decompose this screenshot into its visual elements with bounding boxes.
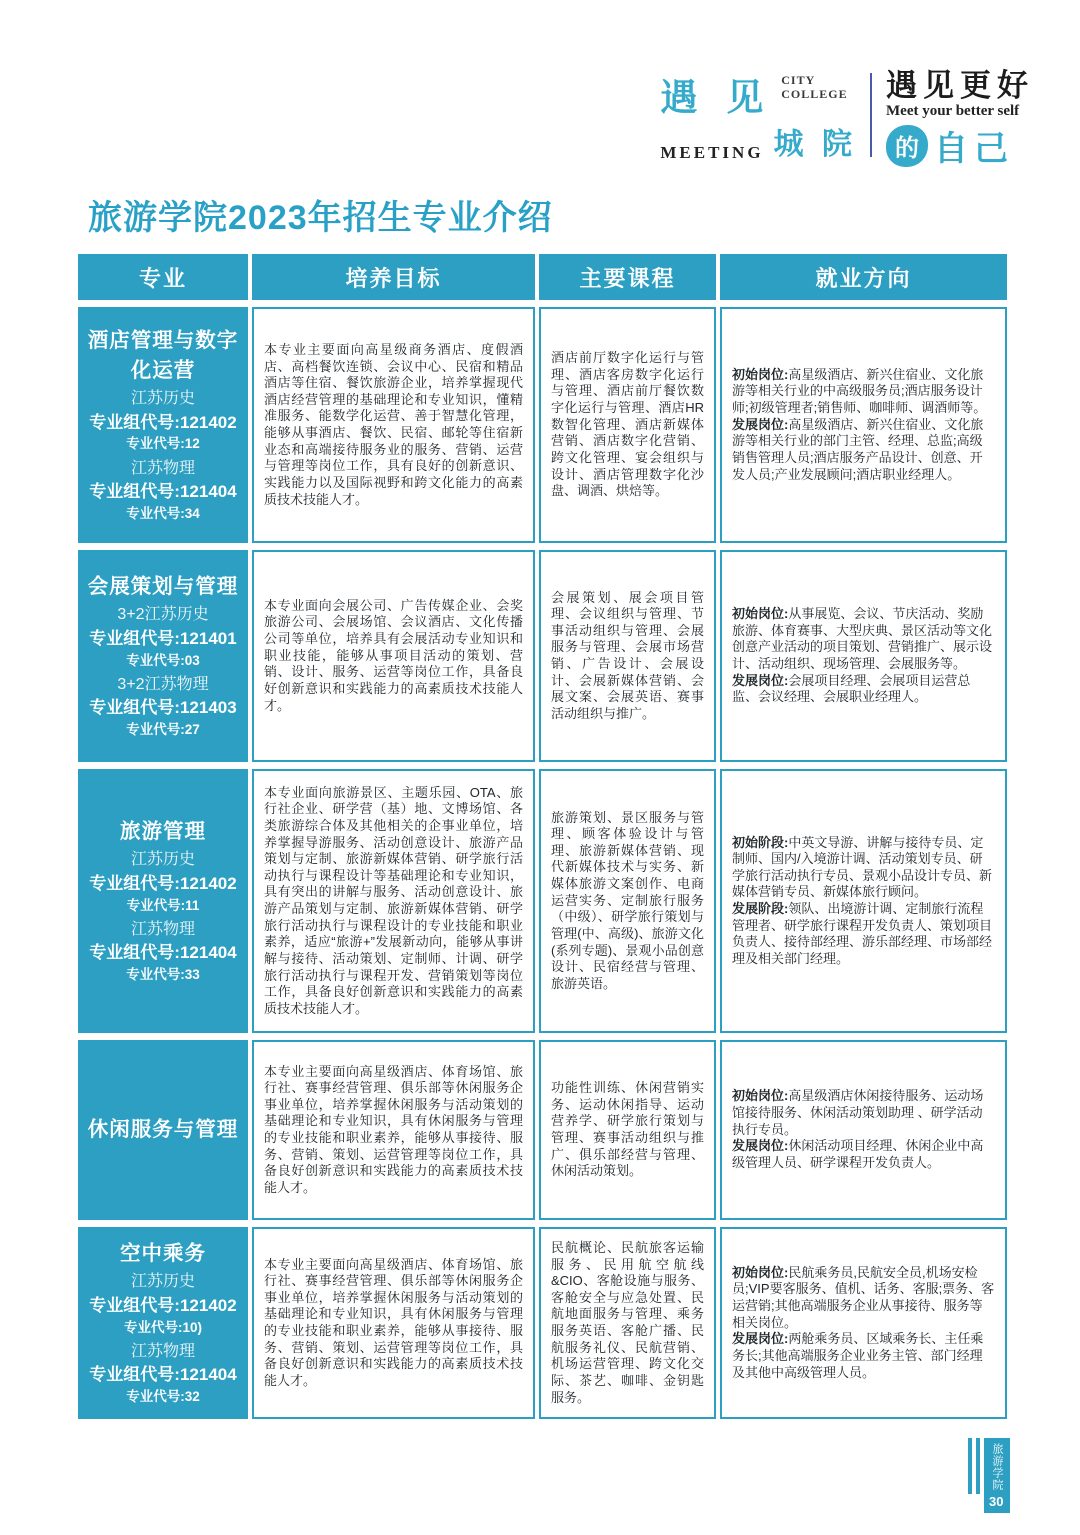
employment-growth [732, 1331, 995, 1381]
employment-growth-text: 两舱乘务员、区域乘务长、主任乘务长;其他高端服务企业业务主管、部门经理及其他中高级管理人员。 [732, 1331, 984, 1380]
objective-text: 本专业主要面向高星级商务酒店、度假酒店、高档餐饮连锁、会议中心、民宿和精品酒店等住宿、餐饮旅游企业，培养掌握现代酒店经营管理的基础理论和专业知识，懂精准服务、能数学化运营、善于智慧化管理，能够从事酒店、餐饮、民宿、邮轮等住宿新业态和高端接待服务业的服务、营销、运营与管理等岗位工作，具有良好的创新意识、实践能力以及国际视野和跨文化能力的高素质技术技能人才。 [264, 341, 523, 507]
employment-initial [732, 367, 995, 417]
group-code: 专业组代号:121402 [89, 1295, 237, 1315]
employment-initial-text: 高星级酒店休闲接待服务、运动场馆接待服务、休闲活动策划助理 、研学活动执行专员。 [732, 1088, 984, 1137]
logo-left [660, 67, 856, 163]
logo-college-en [781, 67, 847, 102]
slogan-self: 自己 [934, 129, 1014, 169]
objective-cell [252, 307, 535, 543]
employment-initial-label: 初始岗位: [732, 1088, 789, 1104]
group-code: 专业组代号:121402 [89, 412, 237, 432]
employment-initial-text: 民航乘务员,民航安全员,机场安检员;VIP要客服务、值机、话务、客服;票务、客运营销;其他高端服务企业从事接待、服务等相关岗位。 [732, 1264, 995, 1330]
track: 江苏物理 [130, 459, 195, 477]
major-name: 休闲服务与管理 [87, 1118, 239, 1142]
employment-growth [732, 673, 995, 706]
flower-badge: 的 [886, 125, 928, 167]
major-name: 空中乘务 [120, 1241, 206, 1265]
group-code: 专业组代号:121404 [89, 1365, 237, 1385]
major-code: 专业代号:10) [123, 1319, 202, 1335]
header-courses: 主要课程 [539, 254, 716, 300]
college-logo [660, 60, 1034, 170]
employment-cell [720, 307, 1007, 543]
courses-text: 酒店前厅数字化运行与管理、酒店客房数字化运行与管理、酒店前厅餐饮数字化运行与管理、酒店HR数智化管理、酒店新媒体营销、酒店数字化营销、跨文化管理、宴会组织与设计、酒店管理数字化沙盘、调酒、烘焙等。 [551, 350, 704, 499]
group-code: 专业组代号:121401 [89, 628, 237, 648]
employment-growth-label: 发展岗位: [732, 1331, 789, 1347]
logo-college-en-line1: CITY [781, 73, 816, 87]
table-row [78, 1227, 1007, 1419]
employment-initial [732, 1088, 995, 1138]
footer-bar [968, 1438, 972, 1494]
table-header-row [78, 254, 1007, 300]
employment-initial-text: 高星级酒店、新兴住宿业、文化旅游等相关行业的中高级服务员;酒店服务设计师;初级管理者;销售师、咖啡师、调酒师等。 [732, 366, 987, 416]
employment-growth-text: 高星级酒店、新兴住宿业、文化旅游等相关行业的部门主管、经理、总监;高级销售管理人员;酒店服务产品设计、创意、开发人员;产业发展顾问;酒店职业经理人。 [732, 416, 984, 482]
major-cell [78, 1227, 248, 1419]
page-footer [968, 1438, 1010, 1513]
major-cell [78, 769, 248, 1033]
employment-cell [720, 769, 1007, 1033]
employment-growth [732, 417, 995, 484]
employment-growth-label: 发展阶段: [732, 901, 789, 916]
employment-cell [720, 550, 1007, 762]
header-major: 专业 [78, 254, 248, 300]
employment-growth-text: 会展项目经理、会展项目运营总监、会议经理、会展职业经理人。 [732, 672, 971, 705]
employment-growth [732, 901, 995, 968]
slogan-en: Meet your better self [886, 103, 1020, 119]
employment-initial [732, 1265, 995, 1332]
major-cell [78, 1040, 248, 1220]
courses-cell [539, 1227, 716, 1419]
courses-text: 会展策划、展会项目管理、会议组织与管理、节事活动组织与管理、会展服务与管理、会展市场营销、广告设计、会展设计、会展新媒体营销、会展文案、会展英语、赛事活动组织与推广。 [551, 589, 704, 721]
objective-cell [252, 1040, 535, 1220]
employment-growth-label: 发展岗位: [732, 416, 789, 432]
logo-college-cn: 城 院 [773, 127, 856, 162]
header-employment: 就业方向 [720, 254, 1007, 300]
major-name: 旅游管理 [120, 819, 206, 843]
courses-cell [539, 307, 716, 543]
major-cell [78, 307, 248, 543]
major-cell [78, 550, 248, 762]
group-code: 专业组代号:121402 [89, 873, 237, 893]
page-title: 旅游学院2023年招生专业介绍 [88, 199, 553, 237]
employment-growth-text: 领队、出境游计调、定制旅行流程管理者、研学旅行课程开发负责人、策划项目负责人、接待部经理、游乐部经理、市场部经理及相关部门经理。 [732, 901, 993, 966]
track: 江苏物理 [130, 920, 195, 938]
objective-text: 本专业面向旅游景区、主题乐园、OTA、旅行社企业、研学营（基）地、文博场馆、各类旅游综合体及其他相关的企事业单位，培养掌握导游服务、活动创意设计、旅游产品策划与定制、旅游新媒体营销、研学旅行活动执行与课程设计等基础理论和专业知识，具有突出的讲解与服务、活动创意设计、旅游产品策划与定制、旅游新媒体营销、研学旅行活动执行与课程设计的专业技能和职业素养，适应“旅游+”发展新动向，能够从事讲解与接待、活动策划、定制师、计调、研学旅行活动执行与课程开发、营销策划等岗位工作，具备良好创新意识和实践能力的高素质技术技能人才。 [264, 784, 523, 1016]
major-code: 专业代号:33 [126, 967, 200, 983]
objective-cell [252, 550, 535, 762]
courses-text: 功能性训练、休闲营销实务、运动休闲指导、运动营养学、研学旅行策划与管理、赛事活动组织与推广、俱乐部经营与管理、休闲活动策划。 [551, 1080, 704, 1179]
major-code: 专业代号:27 [126, 722, 200, 738]
track: 3+2江苏物理 [117, 675, 209, 693]
employment-growth-label: 发展岗位: [732, 1138, 789, 1154]
majors-table [78, 254, 1007, 1419]
logo-divider [870, 73, 872, 157]
employment-growth [732, 1138, 995, 1171]
employment-initial-label: 初始岗位: [732, 606, 789, 622]
table-row [78, 769, 1007, 1033]
footer-label: 旅游学院 [991, 1443, 1003, 1491]
objective-text: 本专业面向会展公司、广告传媒企业、会奖旅游公司、会展场馆、会议酒店、文化传播公司等单位，培养具有会展活动专业知识和职业技能，能够从事项目活动的策划、营销、设计、服务、运营等岗位工作，具备良好创新意识和实践能力的高素质技术技能人才。 [264, 597, 523, 713]
objective-cell [252, 1227, 535, 1419]
logo-meeting-cn: 遇 见 [660, 75, 772, 119]
header-objective: 培养目标 [252, 254, 535, 300]
track: 江苏历史 [130, 1273, 195, 1291]
employment-initial-label: 初始岗位: [732, 366, 789, 382]
employment-cell [720, 1227, 1007, 1419]
employment-initial-text: 中英文导游、讲解与接待专员、定制师、国内/入境游计调、活动策划专员、研学旅行活动执行专员、景观小品设计专员、新媒体营销专员、新媒体旅行顾问。 [732, 834, 993, 900]
slogan-cn: 遇见更好 [886, 68, 1034, 104]
group-code: 专业组代号:121404 [89, 482, 237, 502]
courses-cell [539, 1040, 716, 1220]
employment-cell [720, 1040, 1007, 1220]
major-code: 专业代号:03 [126, 652, 200, 668]
track: 江苏物理 [130, 1342, 195, 1360]
employment-initial [732, 606, 995, 673]
table-row [78, 307, 1007, 543]
track: 江苏历史 [130, 390, 195, 408]
major-code: 专业代号:34 [126, 505, 200, 521]
major-code: 专业代号:12 [126, 436, 200, 452]
major-code: 专业代号:11 [126, 897, 200, 913]
courses-cell [539, 550, 716, 762]
objective-text: 本专业主要面向高星级酒店、体育场馆、旅行社、赛事经营管理、俱乐部等休闲服务企事业单位，培养掌握休闲服务与活动策划的基础理论和专业知识，具有休闲服务与管理的专业技能和职业素养，能够从事接待、服务、营销、策划、运营管理等岗位工作，具备良好创新意识和实践能力的高素质技术技能人才。 [264, 1256, 523, 1388]
page-number: 30 [989, 1494, 1004, 1509]
objective-text: 本专业主要面向高星级酒店、体育场馆、旅行社、赛事经营管理、俱乐部等休闲服务企事业单位，培养掌握休闲服务与活动策划的基础理论和专业知识，具有休闲服务与管理的专业技能和职业素养，能够从事接待、服务、营销、策划、运营管理等岗位工作，具备良好创新意识和实践能力的高素质技术技能人才。 [264, 1063, 523, 1195]
employment-growth-label: 发展岗位: [732, 672, 789, 688]
logo-meeting-en: MEETING [660, 143, 764, 162]
objective-cell [252, 769, 535, 1033]
employment-initial-label: 初始阶段: [732, 834, 789, 850]
employment-initial-label: 初始岗位: [732, 1264, 789, 1280]
logo-slogan [886, 60, 1034, 170]
table-row [78, 1040, 1007, 1220]
courses-cell [539, 769, 716, 1033]
logo-college-en-line2: COLLEGE [781, 87, 848, 102]
group-code: 专业组代号:121403 [89, 698, 237, 718]
employment-growth-text: 休闲活动项目经理、休闲企业中高级管理人员、研学课程开发负责人。 [732, 1138, 984, 1170]
employment-initial-text: 从事展览、会议、节庆活动、奖励旅游、体育赛事、大型庆典、景区活动等文化创意产业活动的项目策划、营销推广、展示设计、活动组织、现场管理、会展服务等。 [732, 606, 993, 671]
major-name: 酒店管理与数字化运营 [87, 328, 239, 382]
group-code: 专业组代号:121404 [89, 943, 237, 963]
major-name: 会展策划与管理 [87, 574, 239, 598]
employment-initial [732, 835, 995, 902]
courses-text: 民航概论、民航旅客运输服务、民用航空航线&CIO、客舱设施与服务、客舱安全与应急处置、民航地面服务与管理、乘务服务英语、客舱广播、民航服务礼仪、民航营销、机场运营管理、跨文化交际、茶艺、咖啡、金钥匙服务。 [551, 1239, 704, 1405]
track: 3+2江苏历史 [117, 606, 209, 624]
footer-block [984, 1438, 1010, 1513]
courses-text: 旅游策划、景区服务与管理、顾客体验设计与管理、旅游新媒体营销、现代新媒体技术与实务、新媒体旅游文案创作、电商运营实务、定制旅行服务（中级）、研学旅行策划与管理(中、高级)、旅游文化(系列专题)、景观小品创意设计、民宿经营与管理、旅游英语。 [551, 809, 704, 991]
table-row [78, 550, 1007, 762]
track: 江苏历史 [130, 851, 195, 869]
major-code: 专业代号:32 [126, 1389, 200, 1405]
footer-bar [976, 1438, 980, 1494]
